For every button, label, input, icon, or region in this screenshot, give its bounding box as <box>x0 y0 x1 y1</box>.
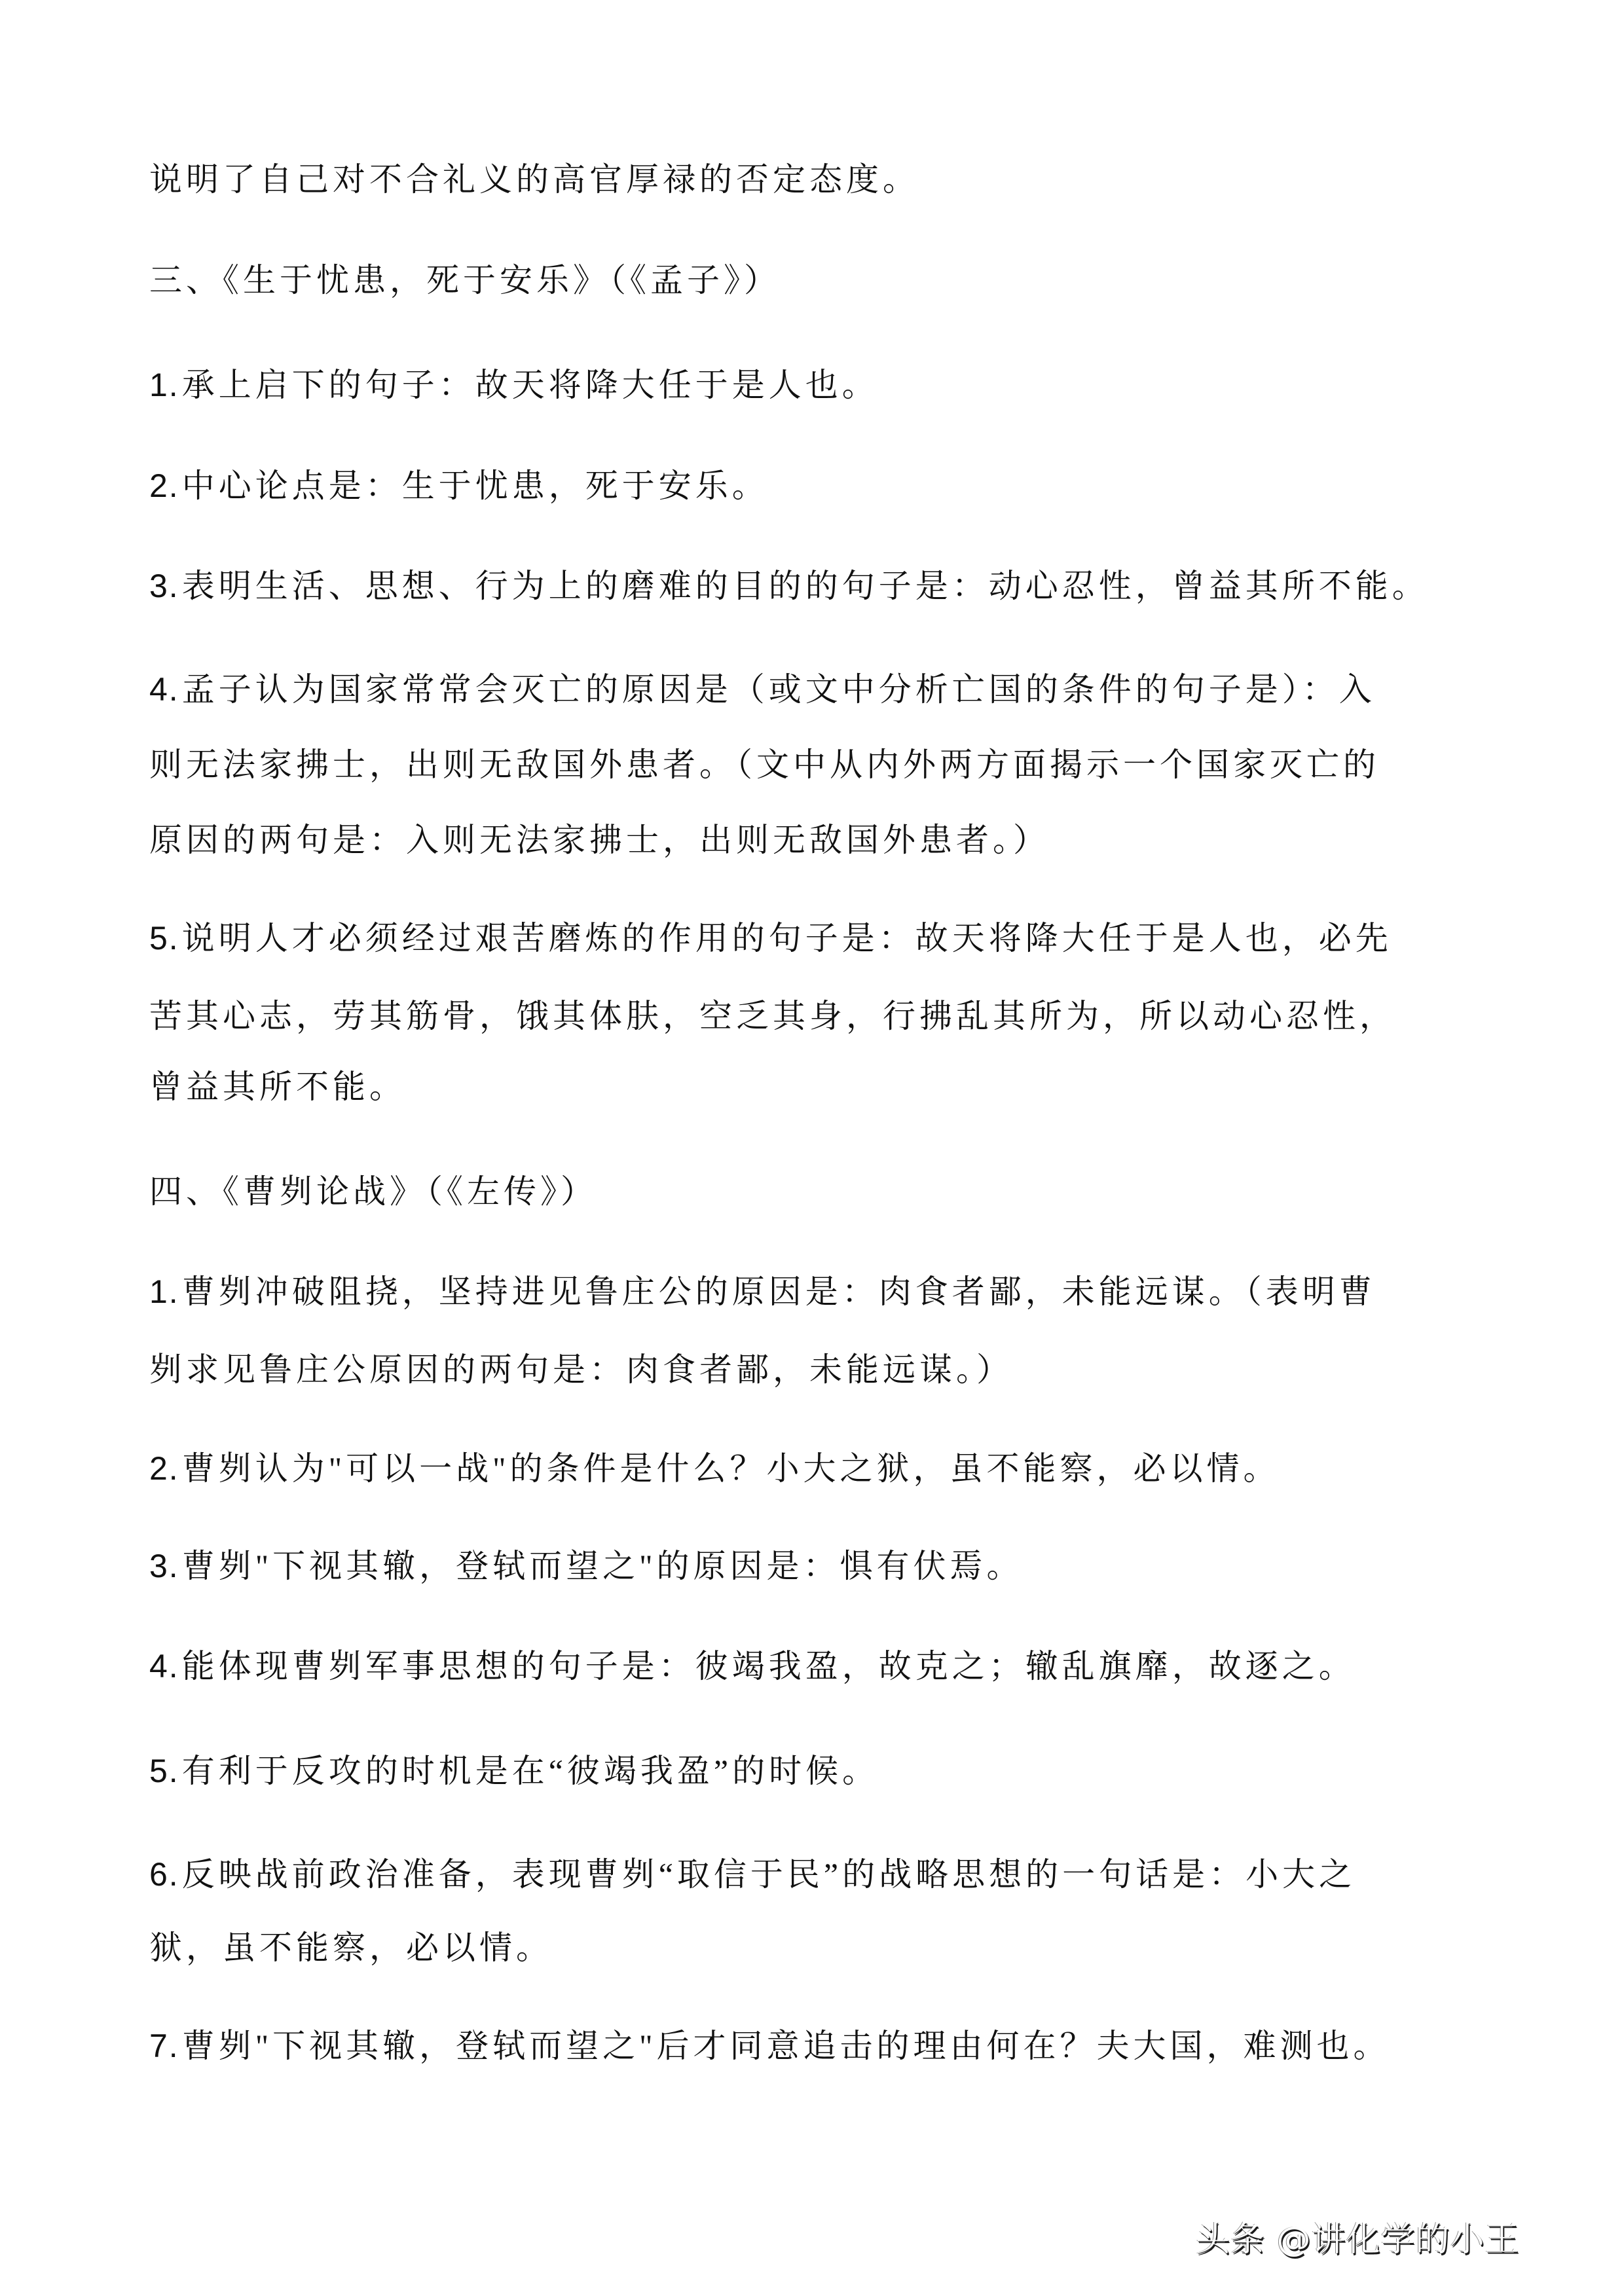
item-number: 6. <box>149 1856 179 1893</box>
item-number: 7. <box>149 2028 179 2064</box>
line-text: 曹刿"下视其辙，登轼而望之"后才同意追击的理由何在？夫大国，难测也。 <box>181 2028 1390 2064</box>
line-text: 表明生活、思想、行为上的磨难的目的的句子是：动心忍性，曾益其所不能。 <box>181 568 1429 604</box>
paragraph-line <box>149 156 919 202</box>
item-number: 1. <box>149 367 179 403</box>
line-text: 则无法家拂士，出则无敌国外患者。（文中从内外两方面揭示一个国家灭亡的 <box>149 746 1380 783</box>
line-text: 能体现曹刿军事思想的句子是：彼竭我盈，故克之；辙乱旗靡，故逐之。 <box>181 1648 1356 1685</box>
line-text: 曹刿冲破阻挠，坚持进见鲁庄公的原因是：肉食者鄙，未能远谋。（表明曹 <box>181 1273 1376 1310</box>
item-number: 2. <box>149 467 179 504</box>
list-item-line <box>149 362 879 408</box>
line-text: 狱，虽不能察，必以情。 <box>149 1929 553 1966</box>
list-item-line <box>149 1748 879 1794</box>
item-number: 1. <box>149 1273 179 1310</box>
list-item-line <box>149 2023 1390 2069</box>
item-number: 2. <box>149 1450 179 1487</box>
line-text: 曹刿"下视其辙，登轼而望之"的原因是：惧有伏焉。 <box>181 1548 1024 1584</box>
list-item-line <box>149 742 1380 788</box>
item-number: 5. <box>149 1753 179 1789</box>
line-text: 苦其心志，劳其筋骨，饿其体肤，空乏其身，行拂乱其所为，所以动心忍性， <box>149 998 1396 1034</box>
line-text: 承上启下的句子：故天将降大任于是人也。 <box>181 367 879 403</box>
item-number: 3. <box>149 568 179 604</box>
list-item-line <box>149 1851 1356 1897</box>
line-text: 曾益其所不能。 <box>149 1068 406 1105</box>
item-number: 5. <box>149 920 179 957</box>
list-item-line <box>149 1269 1376 1315</box>
list-item-line <box>149 993 1396 1039</box>
item-number: 3. <box>149 1548 179 1584</box>
item-number: 4. <box>149 671 179 708</box>
watermark: 头条 @讲化学的小王 <box>1196 2220 1520 2259</box>
list-item-line <box>149 1643 1356 1689</box>
list-item-line <box>149 463 769 509</box>
line-text: 孟子认为国家常常会灭亡的原因是（或文中分析亡国的条件的句子是）：入 <box>181 671 1376 708</box>
list-item-line <box>149 666 1376 712</box>
list-item-line <box>149 563 1429 609</box>
list-item-line <box>149 1543 1024 1589</box>
line-text: 有利于反攻的时机是在“彼竭我盈”的时候。 <box>181 1753 879 1789</box>
list-item-line <box>149 915 1392 961</box>
line-text: 四、《曹刿论战》（《左传》） <box>149 1173 597 1210</box>
list-item-line <box>149 1925 553 1971</box>
line-text: 中心论点是：生于忧患，死于安乐。 <box>181 467 769 504</box>
section-heading <box>149 257 781 303</box>
line-text: 说明人才必须经过艰苦磨炼的作用的句子是：故天将降大任于是人也，必先 <box>181 920 1392 957</box>
line-text: 曹刿认为"可以一战"的条件是什么？小大之狱，虽不能察，必以情。 <box>181 1450 1280 1487</box>
list-item-line <box>149 1064 406 1110</box>
list-item-line <box>149 817 1050 863</box>
section-heading <box>149 1169 597 1214</box>
line-text: 三、《生于忧患，死于安乐》（《孟子》） <box>149 262 781 299</box>
line-text: 说明了自己对不合礼义的高官厚禄的否定态度。 <box>149 161 919 198</box>
line-text: 反映战前政治准备，表现曹刿“取信于民”的战略思想的一句话是：小大之 <box>181 1856 1356 1893</box>
list-item-line <box>149 1347 1013 1393</box>
line-text: 原因的两句是：入则无法家拂士，出则无敌国外患者。） <box>149 822 1050 858</box>
list-item-line <box>149 1446 1280 1491</box>
line-text: 刿求见鲁庄公原因的两句是：肉食者鄙，未能远谋。） <box>149 1351 1013 1388</box>
item-number: 4. <box>149 1648 179 1685</box>
